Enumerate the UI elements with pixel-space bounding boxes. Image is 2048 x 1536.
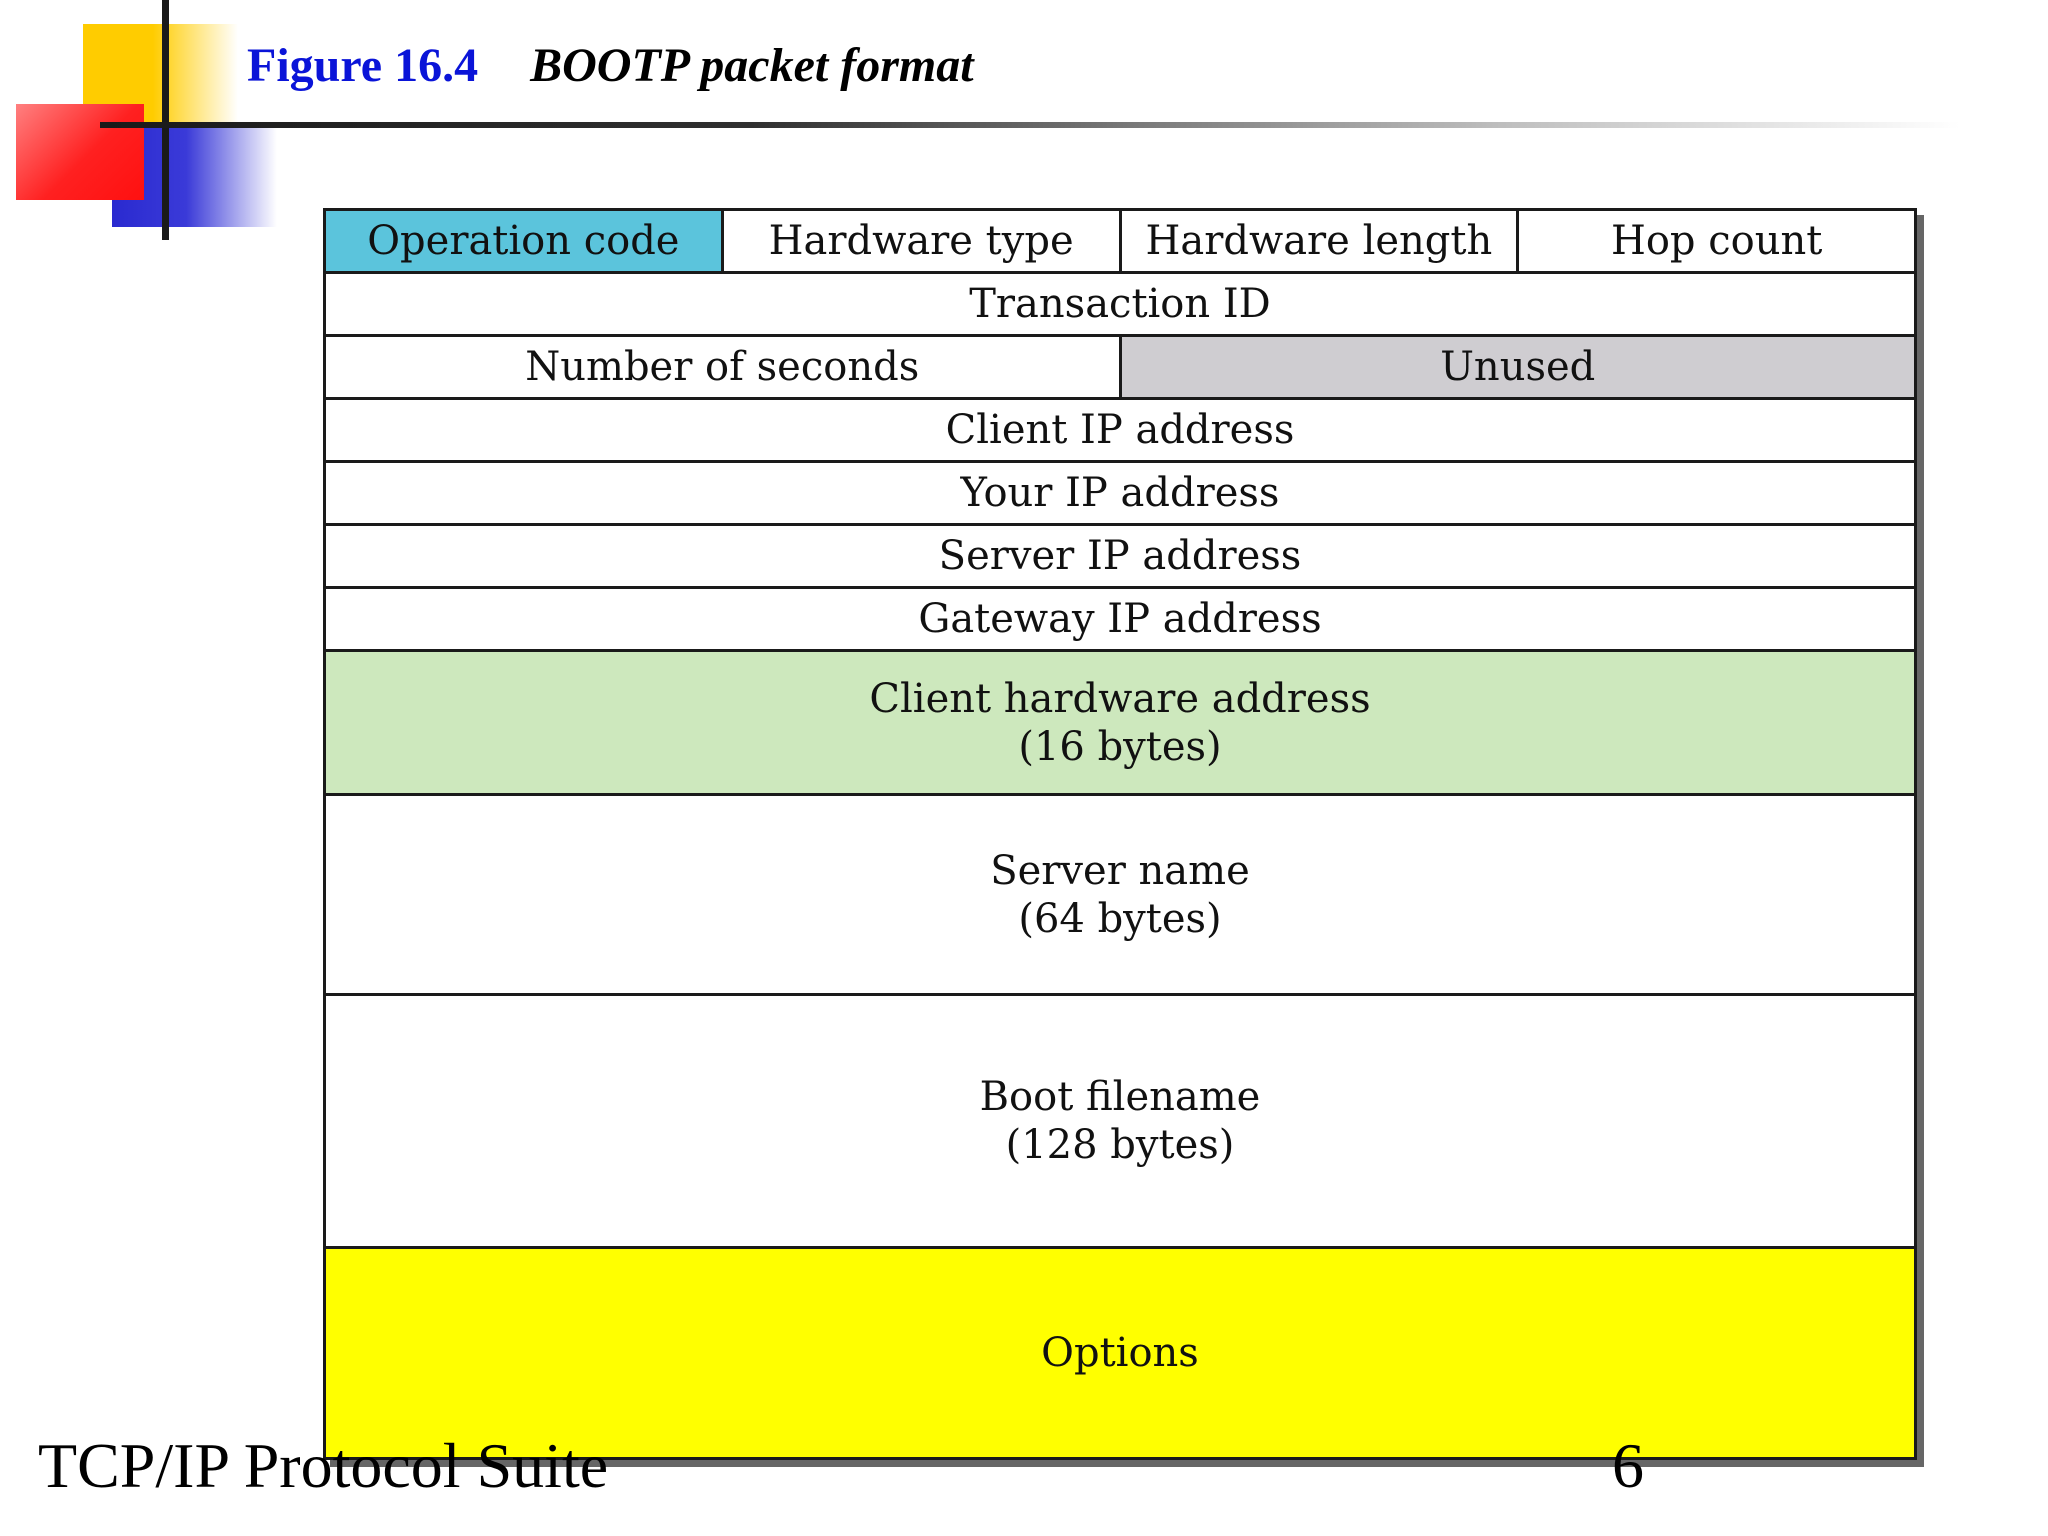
field-label: Number of seconds: [525, 344, 920, 390]
field-hop-count: [1519, 211, 1914, 271]
field-your-ip-address: [326, 463, 1914, 523]
packet-row-client-ip: [326, 400, 1914, 463]
field-label: Your IP address: [960, 470, 1280, 516]
field-label: Client IP address: [945, 407, 1295, 453]
field-label: Server IP address: [938, 533, 1302, 579]
packet-row-boot-filename: [326, 996, 1914, 1249]
packet-row-transaction-id: [326, 274, 1914, 337]
field-server-ip-address: [326, 526, 1914, 586]
field-transaction-id: [326, 274, 1914, 334]
field-size: (64 bytes): [1018, 895, 1222, 942]
packet-row-header-fields: [326, 211, 1914, 274]
packet-row-client-hardware: [326, 652, 1914, 796]
logo-red-square: [16, 104, 144, 200]
field-operation-code: [326, 211, 724, 271]
logo-vertical-line: [162, 0, 169, 240]
slide-title: [247, 36, 974, 96]
packet-row-seconds-unused: [326, 337, 1914, 400]
field-size: (16 bytes): [1018, 723, 1222, 770]
figure-number: Figure 16.4: [247, 39, 479, 92]
field-label: Operation code: [367, 218, 680, 264]
packet-row-gateway-ip: [326, 589, 1914, 652]
packet-row-server-name: [326, 796, 1914, 996]
field-label: Server name: [990, 847, 1250, 894]
field-hardware-type: [724, 211, 1122, 271]
footer-course-title: TCP/IP Protocol Suite: [38, 1430, 609, 1501]
field-label: Transaction ID: [969, 281, 1271, 327]
field-boot-filename: [326, 996, 1914, 1246]
figure-name: BOOTP packet format: [530, 39, 974, 92]
field-label: Hardware length: [1145, 218, 1493, 264]
field-client-hardware-address: [326, 652, 1914, 793]
field-label: Boot filename: [979, 1074, 1261, 1120]
field-hardware-length: [1122, 211, 1520, 271]
field-gateway-ip-address: [326, 589, 1914, 649]
field-label: Client hardware address: [869, 675, 1371, 722]
field-options: [326, 1249, 1914, 1457]
field-number-of-seconds: [326, 337, 1122, 397]
field-server-name: [326, 796, 1914, 993]
field-label: Options: [1041, 1330, 1199, 1376]
title-underline: [100, 122, 1960, 128]
packet-row-server-ip: [326, 526, 1914, 589]
packet-row-your-ip: [326, 463, 1914, 526]
footer-page-number: 6: [1612, 1430, 1644, 1501]
field-size: (128 bytes): [1005, 1122, 1235, 1168]
field-label: Hop count: [1610, 218, 1823, 264]
field-label: Gateway IP address: [918, 596, 1322, 642]
field-client-ip-address: [326, 400, 1914, 460]
bootp-packet-diagram: [323, 208, 1917, 1460]
field-unused: [1122, 337, 1915, 397]
field-label: Hardware type: [768, 218, 1074, 264]
packet-row-options: [326, 1249, 1914, 1457]
field-label: Unused: [1440, 344, 1596, 390]
